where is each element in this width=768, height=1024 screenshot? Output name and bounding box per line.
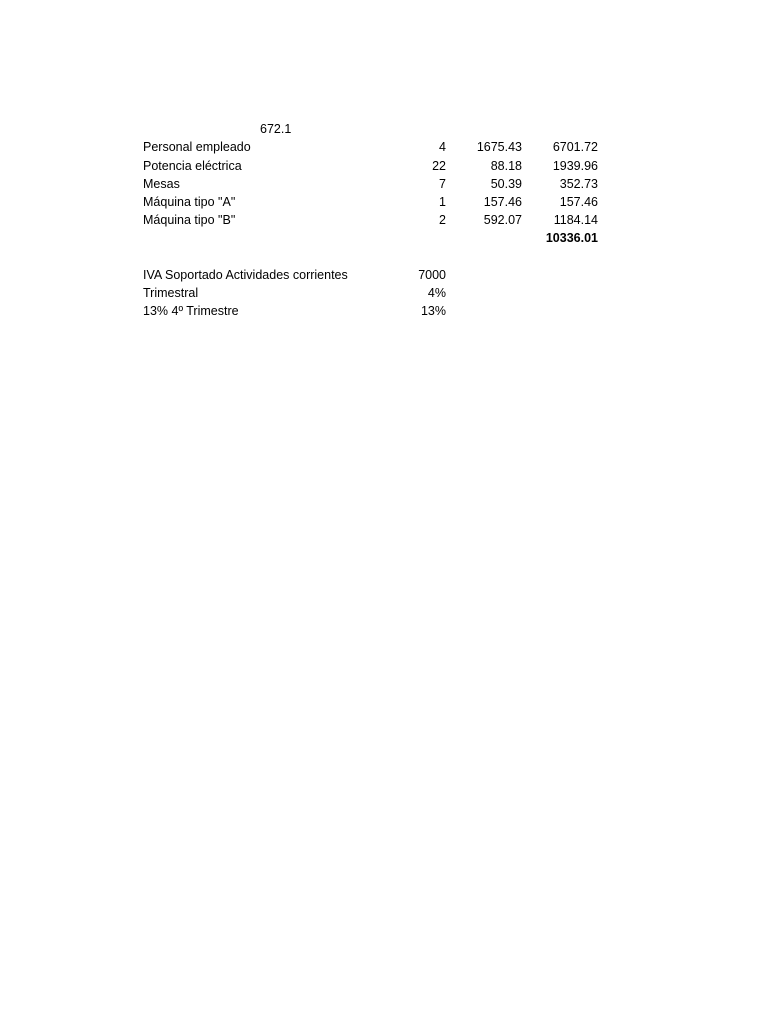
top-value-cell: 672.1: [260, 122, 292, 136]
row-price: 50.39: [490, 177, 522, 191]
row-label: Máquina tipo "A": [143, 195, 236, 209]
row-label: Potencia eléctrica: [143, 159, 242, 173]
row-qty: 1: [439, 195, 446, 209]
row-label: Mesas: [143, 177, 180, 191]
iva-label: 13% 4º Trimestre: [143, 304, 239, 318]
iva-label: IVA Soportado Actividades corrientes: [143, 268, 348, 282]
row-total: 6701.72: [552, 140, 598, 154]
iva-value: 4%: [427, 286, 446, 300]
row-price: 157.46: [483, 195, 522, 209]
row-qty: 2: [439, 213, 446, 227]
iva-value: 13%: [420, 304, 446, 318]
row-total: 157.46: [559, 195, 598, 209]
row-qty: 7: [439, 177, 446, 191]
row-price: 88.18: [490, 159, 522, 173]
row-total: 1184.14: [553, 213, 598, 227]
row-qty: 4: [439, 140, 446, 154]
grand-total-cell: 10336.01: [545, 231, 598, 245]
iva-label: Trimestral: [143, 286, 199, 300]
row-qty: 22: [432, 159, 446, 173]
row-price: 592.07: [483, 213, 522, 227]
row-price: 1675.43: [476, 140, 522, 154]
row-total: 1939.96: [552, 159, 598, 173]
row-label: Máquina tipo "B": [143, 213, 236, 227]
row-label: Personal empleado: [143, 140, 251, 154]
row-total: 352.73: [559, 177, 598, 191]
iva-value: 7000: [418, 268, 446, 282]
